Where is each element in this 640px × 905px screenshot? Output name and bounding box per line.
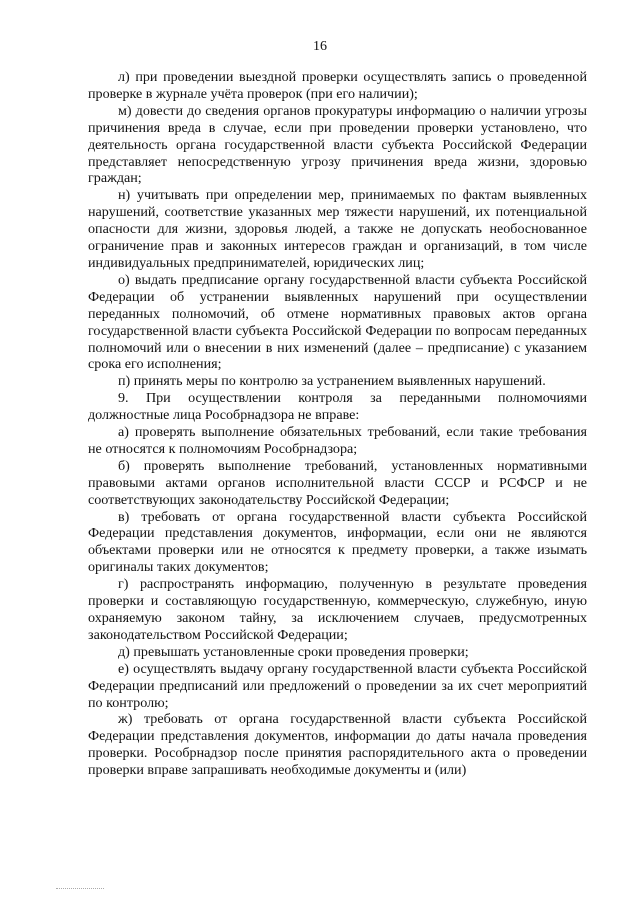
paragraph-a: а) проверять выполнение обязательных требований, если такие требования не относятся к полномочиям Рособрнадзора;	[88, 424, 587, 457]
document-body	[88, 69, 587, 779]
paragraph-e: е) осуществлять выдачу органу государственной власти субъекта Российской Федерации предписаний или предложений о проведении за их счет мероприятий по контролю;	[88, 660, 587, 711]
paragraph-9: 9. При осуществлении контроля за переданными полномочиями должностные лица Рособрнадзора не вправе:	[88, 390, 587, 424]
paragraph-o: о) выдать предписание органу государственной власти субъекта Российской Федерации об устранении выявленных нарушений при осуществлении переданных полномочий, об отмене нормативных правовых актов органа государственной власти субъекта Российской Федерации по вопросам переданных полномочий или о внесении в них изменений (далее – предписание) с указанием срока его исполнения;	[88, 271, 587, 373]
paragraph-b: б) проверять выполнение требований, установленных нормативными правовыми актами органов исполнительной власти СССР и РСФСР и не соответствующих законодательству Российской Федерации;	[88, 457, 587, 508]
paragraph-m: м) довести до сведения органов прокуратуры информацию о наличии угрозы причинения вреда в случае, если при проведении проверки установлено, что деятельность органа государственной власти субъекта Российской Федерации представляет непосредственную угрозу причинения вреда жизни, здоровью граждан;	[88, 102, 587, 187]
paragraph-n: н) учитывать при определении мер, принимаемых по фактам выявленных нарушений, соответствие указанных мер тяжести нарушений, их потенциальной опасности для жизни, здоровья людей, а также не допускать необоснованное ограничение прав и законных интересов граждан и организаций, в том числе индивидуальных предпринимателей, юридических лиц;	[88, 187, 587, 271]
scan-artifact	[56, 888, 104, 890]
paragraph-l: л) при проведении выездной проверки осуществлять запись о проведенной проверке в журнале учёта проверок (при его наличии);	[88, 69, 587, 102]
paragraph-d: д) превышать установленные сроки проведения проверки;	[118, 643, 469, 660]
paragraph-p: п) принять меры по контролю за устранением выявленных нарушений.	[118, 373, 546, 390]
paragraph-zh: ж) требовать от органа государственной власти субъекта Российской Федерации представления документов, информации до даты начала проведения проверки. Рособрнадзор после принятия распорядительного акта о проведении проверки вправе запрашивать необходимые документы и (или)	[88, 711, 587, 779]
paragraph-g: г) распространять информацию, полученную в результате проведения проверки и составляющую государственную, коммерческую, служебную, иную охраняемую законом тайну, за исключением случаев, предусмотренных законодательством Российской Федерации;	[88, 576, 587, 643]
paragraph-v: в) требовать от органа государственной власти субъекта Российской Федерации представления документов, информации, если они не являются объектами проверки или не относятся к предмету проверки, а также изымать оригиналы таких документов;	[88, 508, 587, 576]
page-number: 16	[313, 39, 327, 54]
